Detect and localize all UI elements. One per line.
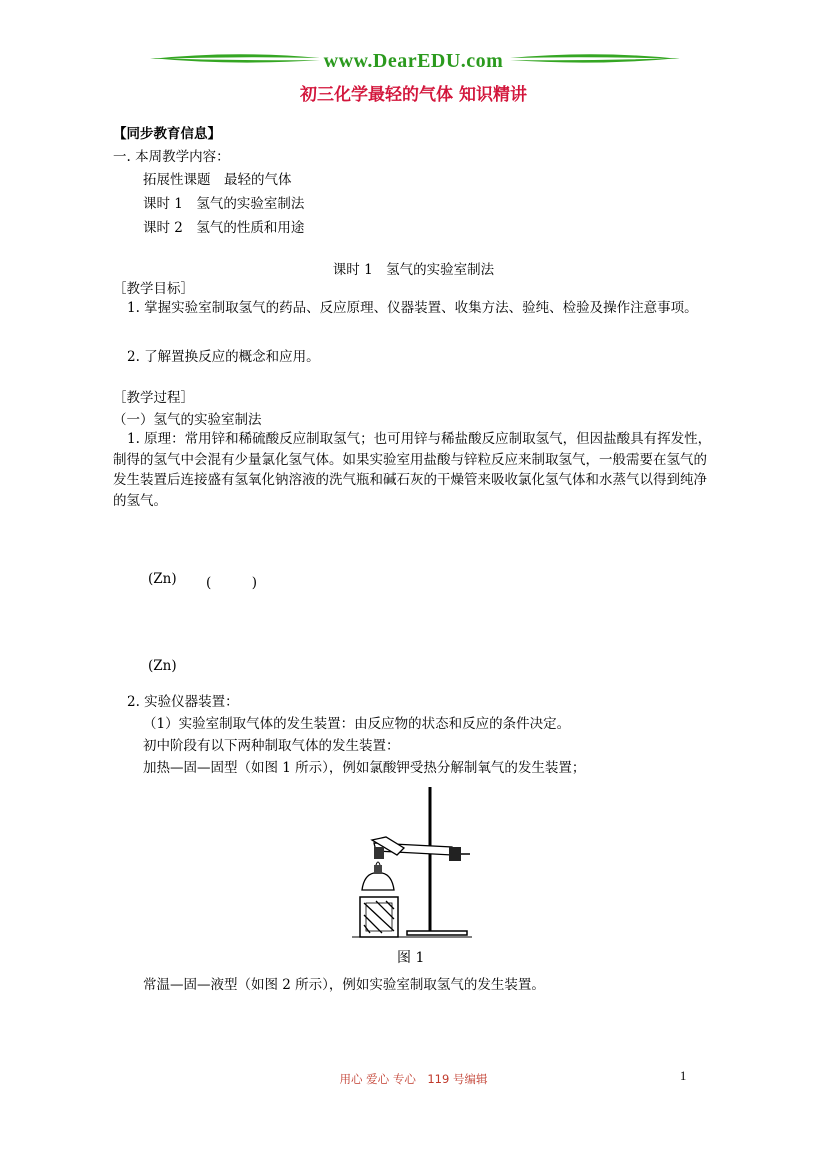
page-number: 1 (680, 1069, 687, 1083)
goal-item: 1. 掌握实验室制取氢气的药品、反应原理、仪器装置、收集方法、验纯、检验及操作注意事项。 (127, 300, 698, 316)
apparatus-heading: 2. 实验仪器装置： (127, 694, 239, 710)
section-title: 【同步教育信息】 (113, 126, 221, 142)
figure-caption: 图 1 (397, 950, 425, 966)
equation-zn-label: (Zn) (148, 571, 177, 587)
apparatus-line: 常温—固—液型（如图 2 所示），例如实验室制取氢气的发生装置。 (143, 977, 545, 993)
lesson-title: 课时 1 氢气的实验室制法 (332, 262, 495, 278)
apparatus-line: 加热—固—固型（如图 1 所示），例如氯酸钾受热分解制氧气的发生装置； (143, 760, 586, 776)
goal-item: 2. 了解置换反应的概念和应用。 (127, 349, 320, 365)
goals-label: ［教学目标］ (113, 281, 194, 297)
site-url[interactable]: www.DearEDU.com (323, 50, 504, 72)
equation-blank: ( ) (206, 575, 258, 591)
part1-item: 课时 1 氢气的实验室制法 (143, 196, 305, 212)
part1-item: 课时 2 氢气的性质和用途 (143, 220, 305, 236)
equation-zn-label: (Zn) (148, 658, 177, 674)
document-title: 初三化学最轻的气体 知识精讲 (300, 85, 527, 105)
footer-text: 用心 爱心 专心 119 号编辑 (339, 1072, 488, 1086)
apparatus-line: 初中阶段有以下两种制取气体的发生装置： (143, 738, 400, 754)
process-label: ［教学过程］ (113, 390, 194, 406)
figure-1-heating-apparatus (352, 785, 472, 940)
principle-paragraph: 1. 原理：常用锌和稀硫酸反应制取氢气；也可用锌与稀盐酸反应制取氢气，但因盐酸具有挥发性，制得的氢气中会混有少量氯化氢气体。如果实验室用盐酸与锌粒反应来制取氢气，一般需要在氢气的发生装置后连接盛有氢氧化钠溶液的洗气瓶和碱石灰的干燥管来吸收氯化氢气体和水蒸气以得到纯净的氢气。 (113, 431, 712, 509)
apparatus-line: （1）实验室制取气体的发生装置：由反应物的状态和反应的条件决定。 (143, 716, 571, 732)
part1-heading: 一. 本周教学内容： (113, 149, 230, 165)
sub-heading: （一）氢气的实验室制法 (113, 412, 262, 428)
part1-item: 拓展性课题 最轻的气体 (143, 172, 292, 188)
